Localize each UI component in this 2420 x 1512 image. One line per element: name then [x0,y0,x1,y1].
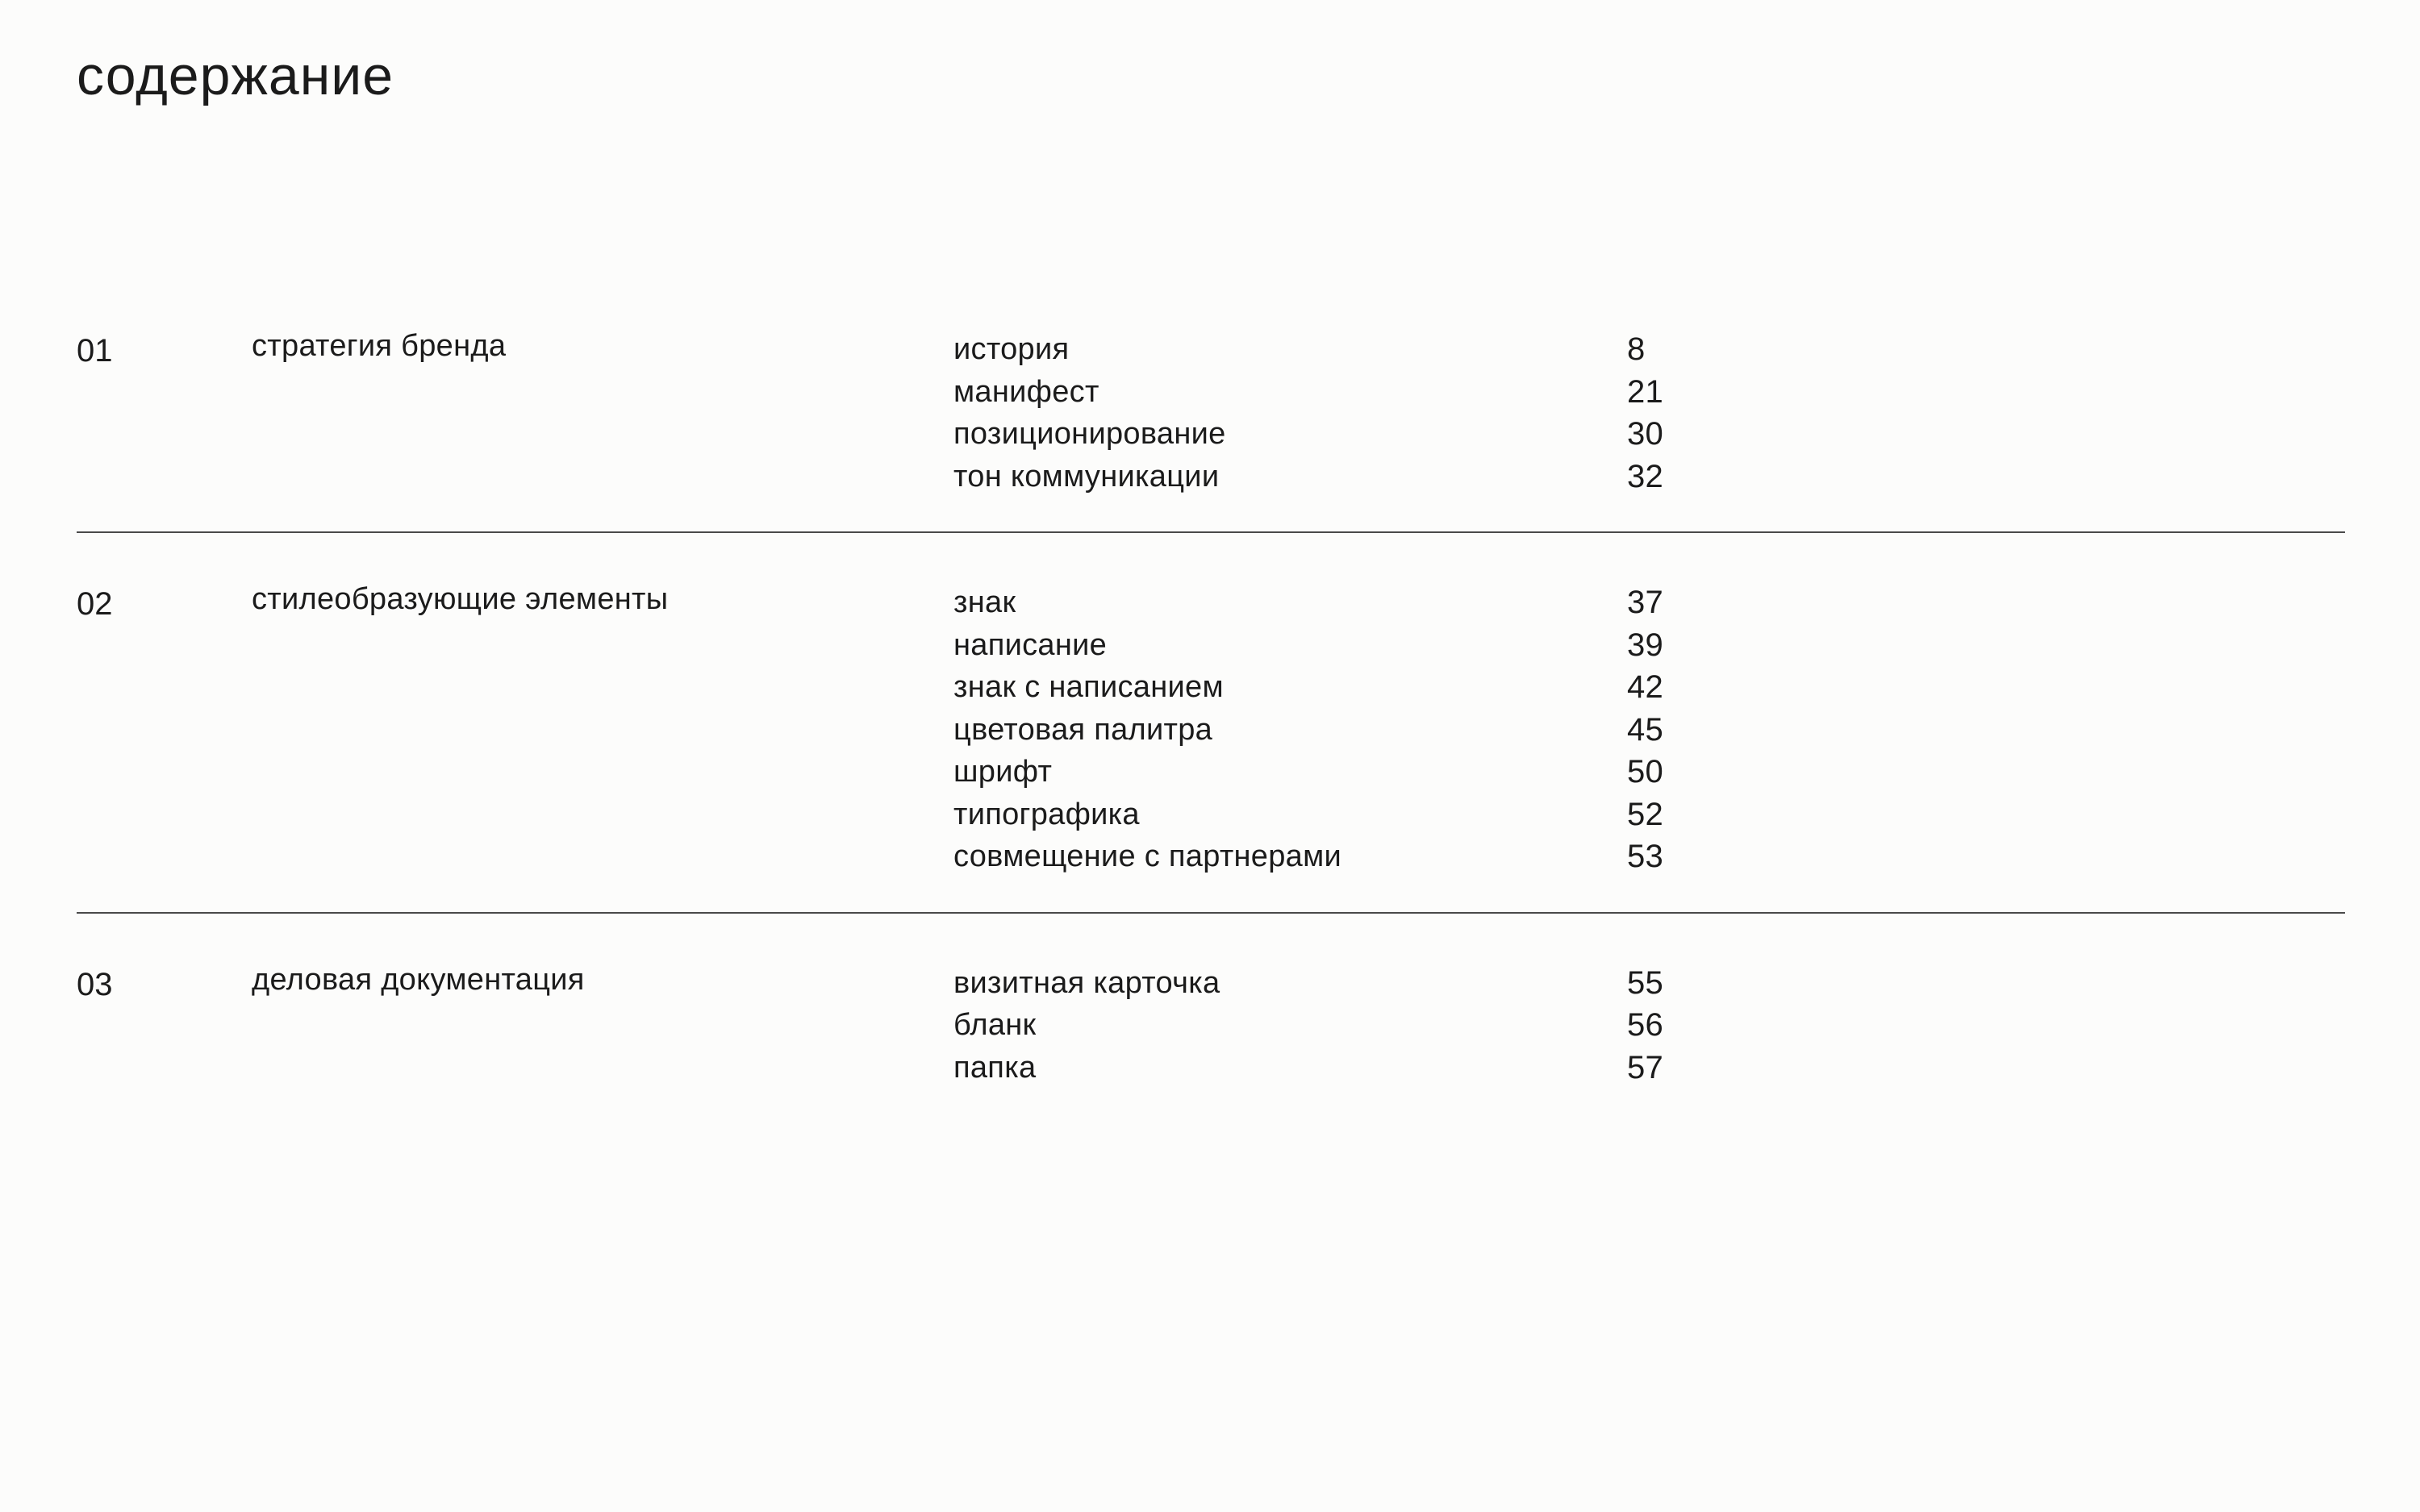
entry-page-number: 55 [1627,964,1664,1001]
entry-label: знак [953,585,1016,619]
toc-entry[interactable] [77,793,2345,836]
entry-page-number: 56 [1627,1007,1664,1043]
section-title: стратегия бренда [252,329,507,363]
entry-page-number: 32 [1627,458,1664,494]
entry-label: цветовая палитра [953,712,1213,747]
entry-page-number: 57 [1627,1049,1664,1085]
section-number: 02 [77,586,113,622]
entry-label: папка [953,1050,1037,1085]
toc-entry[interactable] [77,751,2345,793]
entry-label: тон коммуникации [953,459,1220,494]
toc-entry[interactable] [77,328,2345,371]
section-entries [77,533,2345,912]
entry-label: совмещение с партнерами [953,839,1342,873]
entry-page-number: 42 [1627,669,1664,705]
entry-label: написание [953,627,1108,662]
section-entries [77,914,2345,1089]
entry-label: типографика [953,797,1140,831]
toc-entry[interactable] [77,624,2345,667]
entry-label: история [953,332,1070,366]
table-of-contents [77,319,2345,1089]
entry-page-number: 21 [1627,373,1664,410]
entry-label: бланк [953,1008,1037,1042]
entry-page-number: 45 [1627,711,1664,748]
entry-page-number: 53 [1627,839,1664,874]
entry-page-number: 8 [1627,331,1646,367]
section-entries [77,319,2345,531]
toc-entry[interactable] [77,371,2345,414]
toc-section-01 [77,319,2345,533]
toc-entry[interactable] [77,581,2345,624]
toc-entry[interactable] [77,1004,2345,1047]
entry-page-number: 52 [1627,796,1664,832]
section-title: стилеобразующие элементы [252,582,669,616]
entry-label: знак с написанием [953,670,1224,704]
toc-entry[interactable] [77,962,2345,1005]
section-title: деловая документация [252,962,585,997]
entry-page-number: 37 [1627,585,1664,620]
entry-label: манифест [953,374,1099,409]
entry-label: визитная карточка [953,965,1220,1000]
entry-page-number: 50 [1627,754,1664,789]
toc-section-03 [77,914,2345,1089]
toc-entry[interactable] [77,666,2345,709]
toc-entry[interactable] [77,413,2345,456]
entry-page-number: 30 [1627,416,1664,452]
toc-entry[interactable] [77,835,2345,878]
entry-label: позиционирование [953,417,1226,451]
section-number: 03 [77,966,113,1002]
section-number: 01 [77,333,113,369]
toc-entry[interactable] [77,456,2345,498]
entry-label: шрифт [953,755,1053,789]
page-title: содержание [77,45,394,106]
toc-entry[interactable] [77,709,2345,752]
entry-page-number: 39 [1627,627,1664,663]
toc-section-02 [77,533,2345,914]
toc-entry[interactable] [77,1047,2345,1089]
